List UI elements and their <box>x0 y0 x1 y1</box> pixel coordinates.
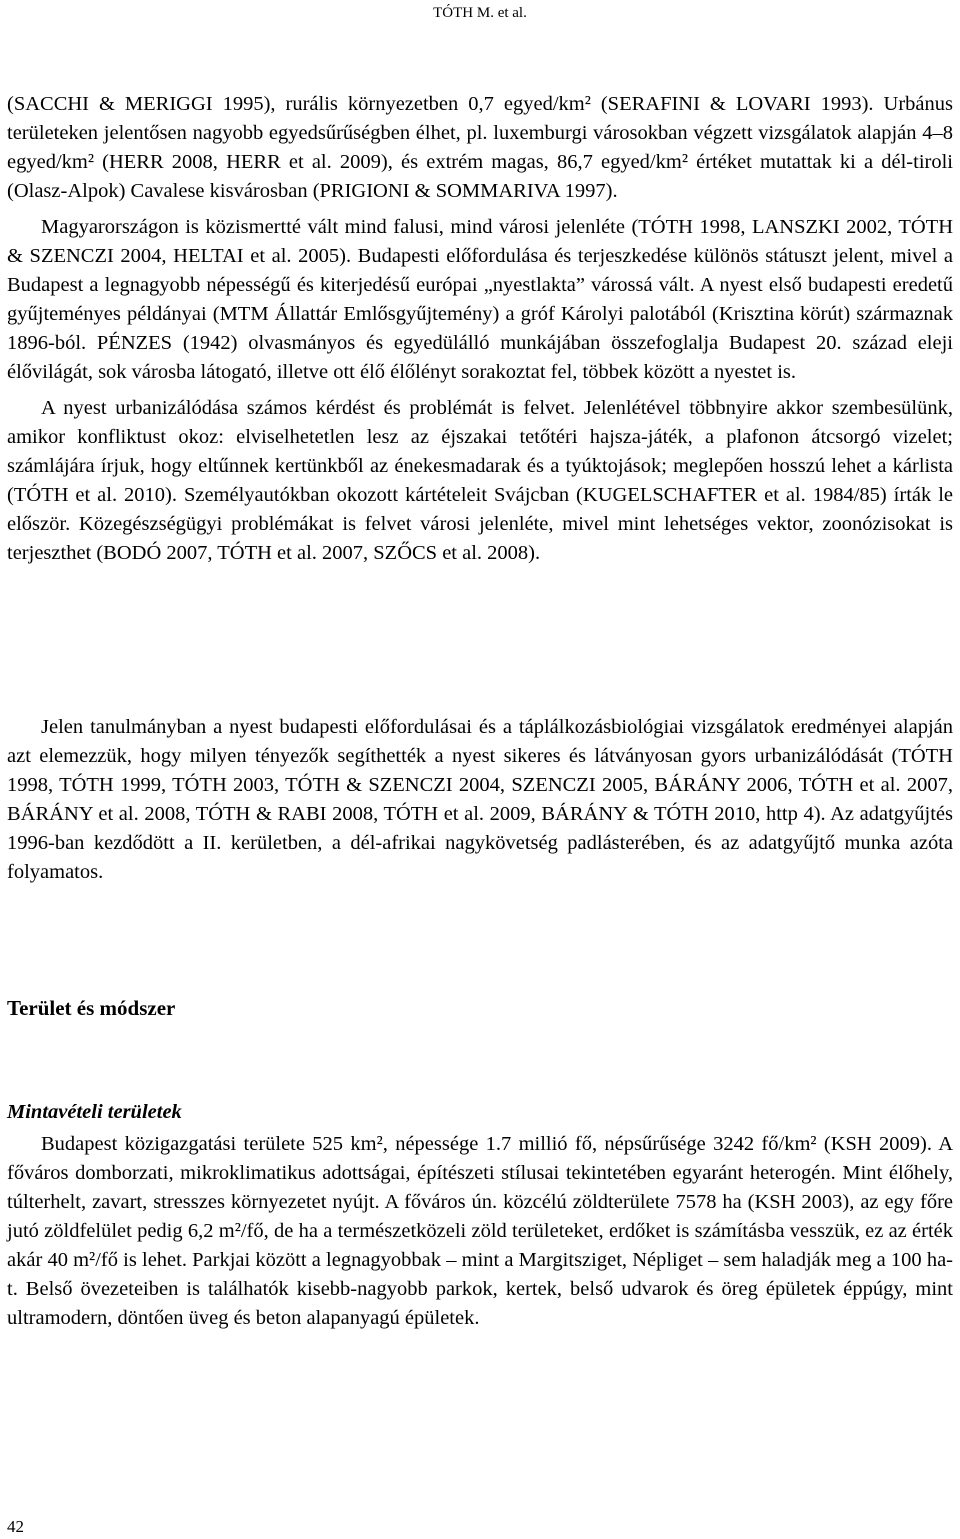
page-number: 42 <box>7 1517 24 1536</box>
aims-text-block <box>7 713 953 887</box>
paragraph-2: Magyarországon is közismertté vált mind falusi, mind városi jelenléte (TÓTH 1998, LANSZKI 2002, TÓTH & SZENCZI 2004, HELTAI et al. 2005). Budapesti előfordulása és terjeszkedése különös státuszt jelent, mivel a Budapest a legnagyobb népességű és kiterjedésű európai „nyestlakta” várossá vált. A nyest első budapesti eredetű gyűjteményes példányai (MTM Állattár Emlősgyűjtemény) a gróf Károlyi palotából (Krisztina körút) származnak 1896-ból. PÉNZES (1942) olvasmányos és egyedülálló munkájában összefoglalja Budapest 20. század eleji élővilágát, sok városba látogató, illetve ott élő élőlényt sorakoztat fel, többek között a nyestet is. <box>7 216 953 383</box>
paragraph-4: Jelen tanulmányban a nyest budapesti előfordulásai és a táplálkozásbiológiai vizsgálatok eredményei alapján azt elemezzük, hogy milyen tényezők segíthették a nyest sikeres és látványosan gyors urbanizálódását (TÓTH 1998, TÓTH 1999, TÓTH 2003, TÓTH & SZENCZI 2004, SZENCZI 2005, BÁRÁNY 2006, TÓTH et al. 2007, BÁRÁNY et al. 2008, TÓTH & RABI 2008, TÓTH et al. 2009, BÁRÁNY & TÓTH 2010, http 4). Az adatgyűjtés 1996-ban kezdődött a II. kerületben, a dél-afrikai nagykövetség padlásterében, és az adatgyűjtő munka azóta folyamatos. <box>7 716 953 883</box>
section-heading: Terület és módszer <box>7 996 176 1020</box>
study-area-text-block <box>7 1130 953 1333</box>
intro-text-block <box>7 90 953 568</box>
subsection-heading: Mintavételi területek <box>7 1101 182 1123</box>
paragraph-1: (SACCHI & MERIGGI 1995), rurális környezetben 0,7 egyed/km² (SERAFINI & LOVARI 1993). Urbánus területeken jelentősen nagyobb egyedsűrűségben élhet, pl. luxemburgi városokban végzett vizsgálatok alapján 4–8 egyed/km² (HERR 2008, HERR et al. 2009), és extrém magas, 86,7 egyed/km² értéket mutattak ki a dél-tiroli (Olasz-Alpok) Cavalese kisvárosban (PRIGIONI & SOMMARIVA 1997). <box>7 93 953 202</box>
running-head: TÓTH M. et al. <box>433 5 527 21</box>
paragraph-3: A nyest urbanizálódása számos kérdést és problémát is felvet. Jelenlétével többnyire akkor szembesülünk, amikor konfliktust okoz: elviselhetetlen lesz az éjszakai tetőtéri hajsza-játék, a plafonon átcsorgó vizelet; számlájára írjuk, hogy eltűnnek kertünkből az énekesmadarak és a tyúktojások; meglepően hosszú lehet a kárlista (TÓTH et al. 2010). Személyautókban okozott kártételeit Svájcban (KUGELSCHAFTER et al. 1984/85) írták le először. Közegészségügyi problémákat is felvet városi jelenléte, mivel mint lehetséges vektor, zoonózisokat is terjeszthet (BODÓ 2007, TÓTH et al. 2007, SZŐCS et al. 2008). <box>7 397 953 564</box>
paragraph-5: Budapest közigazgatási területe 525 km², népessége 1.7 millió fő, népsűrűsége 3242 fő/km² (KSH 2009). A főváros domborzati, mikroklimatikus adottságai, építészeti stílusai tekintetében egyaránt heterogén. Mint élőhely, túlterhelt, zavart, stresszes környezetet nyújt. A főváros ún. közcélú zöldterülete 7578 ha (KSH 2003), az egy főre jutó zöldfelület pedig 6,2 m²/fő, de ha a természetközeli zöld területeket, erdőket is számításba vesszük, ez az érték akár 40 m²/fő is lehet. Parkjai között a legnagyobbak – mint a Margitsziget, Népliget – sem haladják meg a 100 ha-t. Belső övezeteiben is találhatók kisebb-nagyobb parkok, kertek, belső udvarok és öreg épületek éppúgy, mint ultramodern, döntően üveg és beton alapanyagú épületek. <box>7 1133 953 1329</box>
